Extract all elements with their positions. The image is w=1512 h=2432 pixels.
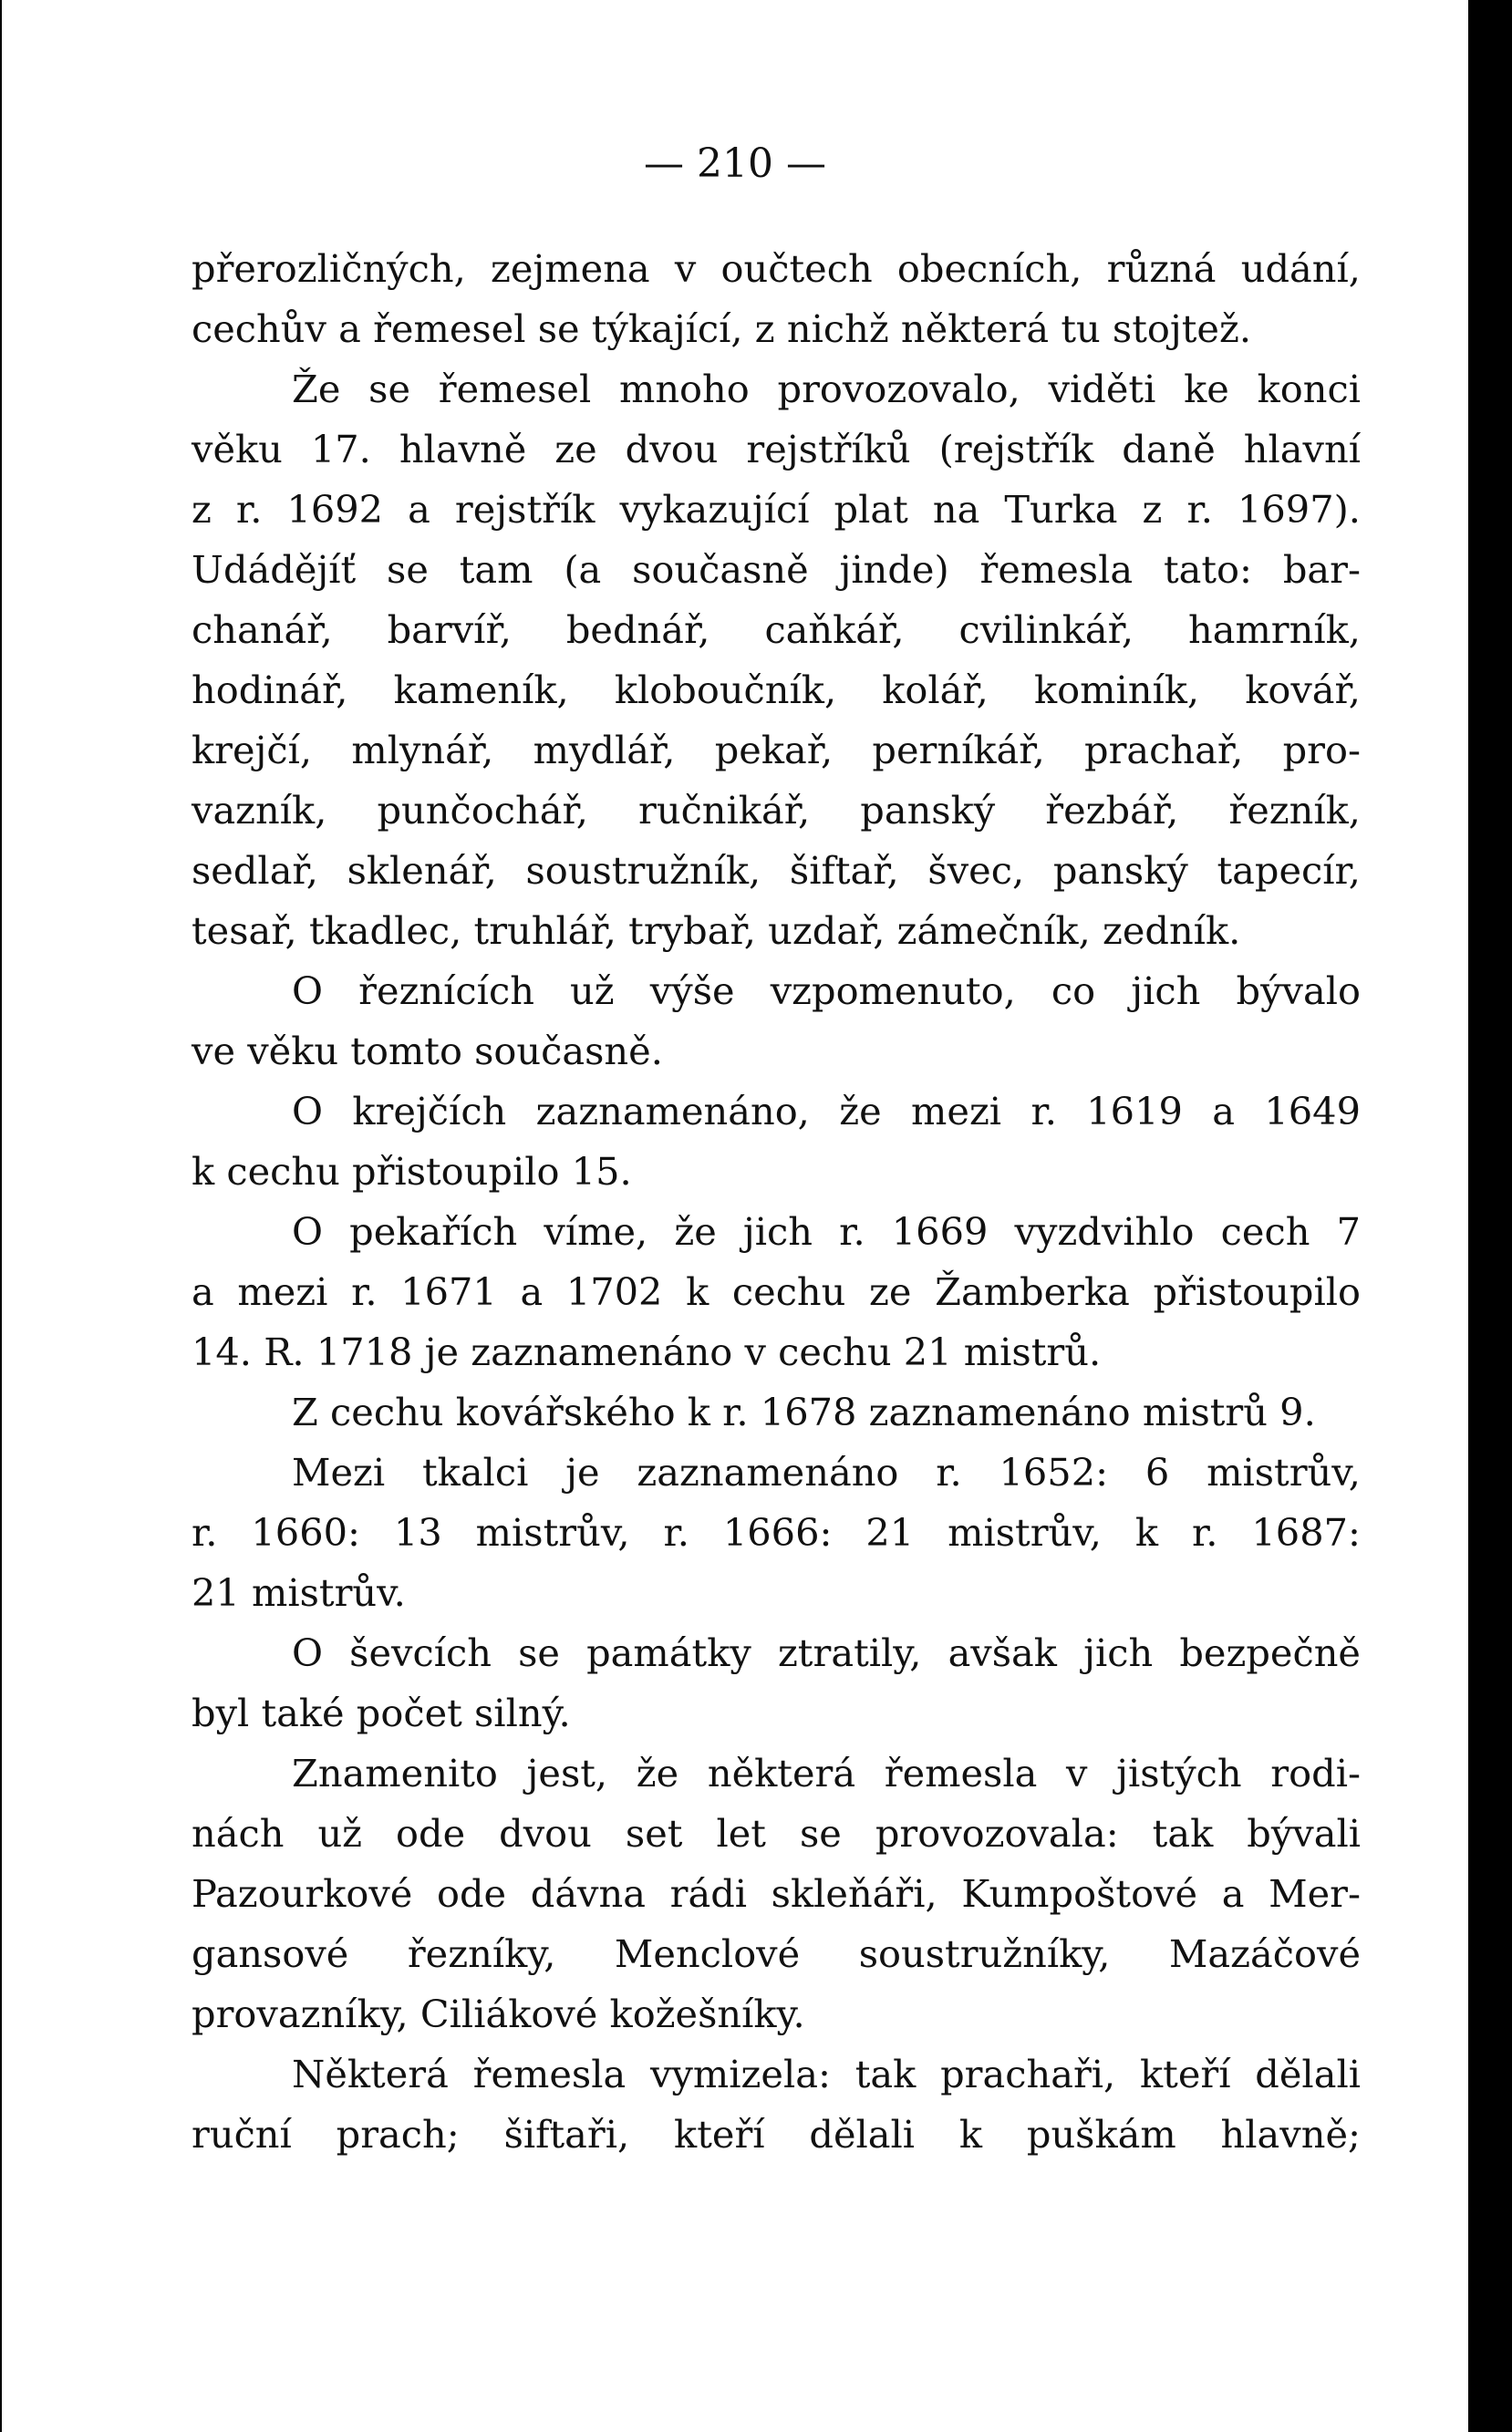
text-line: provazníky, Ciliákové kožešníky.: [192, 1992, 805, 2036]
text-line: vazník, punčochář, ručnikář, panský řezbář, řezník,: [192, 788, 1361, 833]
text-line: z r. 1692 a rejstřík vykazující plat na Turka z r. 1697).: [192, 487, 1361, 532]
text-line: chanář, barvíř, bednář, caňkář, cvilinkář, hamrník,: [192, 607, 1361, 652]
text-line: O krejčích zaznamenáno, že mezi r. 1619 a 1649: [292, 1089, 1361, 1133]
text-line: tesař, tkadlec, truhlář, trybař, uzdař, zámečník, zedník.: [192, 908, 1241, 953]
text-line: Že se řemesel mnoho provozovalo, viděti ke konci: [292, 367, 1361, 411]
text-line: Udádějíť se tam (a současně jinde) řemesla tato: bar-: [192, 547, 1361, 592]
text-line: Pazourkové ode dávna rádi skleňáři, Kumpoštové a Mer-: [192, 1871, 1361, 1916]
text-line: 21 mistrův.: [192, 1570, 406, 1615]
text-line: Některá řemesla vymizela: tak prachaři, kteří dělali: [292, 2052, 1361, 2096]
text-line: k cechu přistoupilo 15.: [192, 1149, 632, 1194]
text-line: a mezi r. 1671 a 1702 k cechu ze Žamberka přistoupilo: [192, 1269, 1361, 1314]
text-line: ve věku tomto současně.: [192, 1029, 663, 1073]
text-line: O řeznících už výše vzpomenuto, co jich bývalo: [292, 968, 1361, 1013]
text-line: Znamenito jest, že některá řemesla v jistých rodi-: [292, 1751, 1361, 1796]
text-line: O ševcích se památky ztratily, avšak jich bezpečně: [292, 1630, 1361, 1675]
text-line: O pekařích víme, že jich r. 1669 vyzdvihlo cech 7: [292, 1209, 1361, 1254]
text-line: věku 17. hlavně ze dvou rejstříků (rejstřík daně hlavní: [192, 427, 1361, 471]
text-line: Mezi tkalci je zaznamenáno r. 1652: 6 mistrův,: [292, 1450, 1361, 1495]
text-line: r. 1660: 13 mistrův, r. 1666: 21 mistrův, k r. 1687:: [192, 1510, 1361, 1555]
text-line: gansové řezníky, Menclové soustružníky, Mazáčové: [192, 1931, 1361, 1976]
text-line: byl také počet silný.: [192, 1691, 571, 1735]
text-line: 14. R. 1718 je zaznamenáno v cechu 21 mistrů.: [192, 1330, 1102, 1374]
text-line: sedlař, sklenář, soustružník, šiftař, švec, panský tapecír,: [192, 848, 1361, 893]
scanned-page: [2, 0, 1468, 2432]
text-line: Z cechu kovářského k r. 1678 zaznamenáno mistrů 9.: [292, 1390, 1316, 1434]
text-line: hodinář, kameník, kloboučník, kolář, kominík, kovář,: [192, 668, 1361, 712]
text-body: [192, 239, 1361, 2165]
text-line: cechův a řemesel se týkající, z nichž některá tu stojtež.: [192, 306, 1252, 351]
text-line: nách už ode dvou set let se provozovala: tak bývali: [192, 1811, 1361, 1856]
text-line: přerozličných, zejmena v oučtech obecních, různá udání,: [192, 246, 1361, 291]
text-line: ruční prach; šiftaři, kteří dělali k puškám hlavně;: [192, 2112, 1361, 2157]
text-line: krejčí, mlynář, mydlář, pekař, perníkář, prachař, pro-: [192, 728, 1361, 772]
page-number: — 210 —: [644, 140, 826, 187]
